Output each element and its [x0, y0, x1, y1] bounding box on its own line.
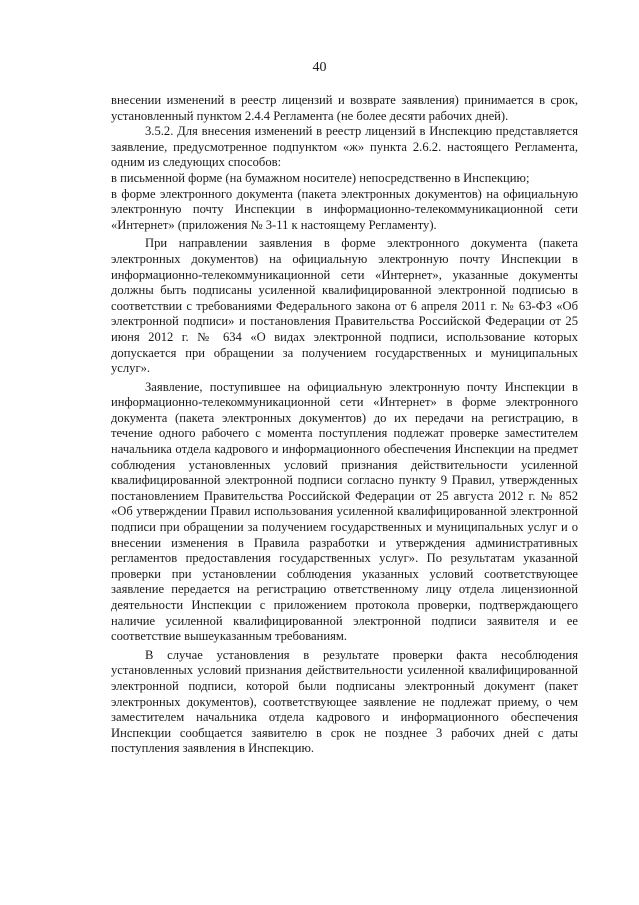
page-number: 40	[312, 60, 327, 75]
paragraph-continuation: внесении изменений в реестр лицензий и возврате заявления) принимается в срок, установленный пунктом 2.4.4 Регламента (не более десяти рабочих дней).	[111, 93, 578, 123]
paragraph-verification: Заявление, поступившее на официальную электронную почту Инспекции в информационно-телекоммуникационной сети «Интернет» в форме электронного документа (пакета электронных документов) до их передачи на регистрацию, в течение одного рабочего с момента поступления подлежат проверке заместителем начальника отдела кадрового и информационного обеспечения Инспекции на предмет соблюдения установленных условий признания действительности усиленной квалифицированной электронной подписи согласно пункту 9 Правил, утвержденных постановлением Правительства Российской Федерации от 25 августа 2012 г. № 852 «Об утверждении Правил использования усиленной квалифицированной электронной подписи при обращении за получением государственных и муниципальных услуг и о внесении изменения в Правила разработки и утверждения административных регламентов предоставления государственных услуг». По результатам указанной проверки при установлении соблюдения указанных условий соответствующее заявление передается на регистрацию ответственному лицу отдела лицензионной деятельности Инспекции с приложением протокола проверки, подтверждающего наличие усиленной квалифицированной электронной подписи заявителя и ее соответствие вышеуказанным требованиям.	[111, 379, 578, 644]
paragraph-3-5-2: 3.5.2. Для внесения изменений в реестр лицензий в Инспекцию представляется заявление, предусмотренное подпунктом «ж» пункта 2.6.2. настоящего Регламента, одним из следующих способов:	[111, 124, 578, 170]
paragraph-electronic-method: в форме электронного документа (пакета электронных документов) на официальную электронную почту Инспекции в информационно-телекоммуникационной сети «Интернет» (приложения № 3-11 к настоящему Регламенту).	[111, 186, 578, 232]
paragraph-paper-method: в письменной форме (на бумажном носителе) непосредственно в Инспекцию;	[111, 170, 530, 185]
paragraph-electronic-signature: При направлении заявления в форме электронного документа (пакета электронных документов) на официальную электронную почту Инспекции в информационно-телекоммуникационной сети «Интернет», указанные документы должны быть подписаны усиленной квалифицированной электронной подписью в соответствии с требованиями Федерального закона от 6 апреля 2011 г. № 63-ФЗ «Об электронной подписи» и постановления Правительства Российской Федерации от 25 июня 2012 г. № 634 «О видах электронной подписи, использование которых допускается при обращении за получением государственных и муниципальных услуг».	[111, 236, 578, 376]
document-body	[111, 93, 578, 757]
paragraph-rejection: В случае установления в результате проверки факта несоблюдения установленных условий признания действительности усиленной квалифицированной электронной подписи, которой были подписаны электронный документ (пакет электронных документов), соответствующее заявление не подлежат приему, о чем заместителем начальника отдела кадрового и информационного обеспечения Инспекции сообщается заявителю в срок не позднее 3 рабочих дней с даты поступления заявления в Инспекцию.	[111, 647, 578, 756]
